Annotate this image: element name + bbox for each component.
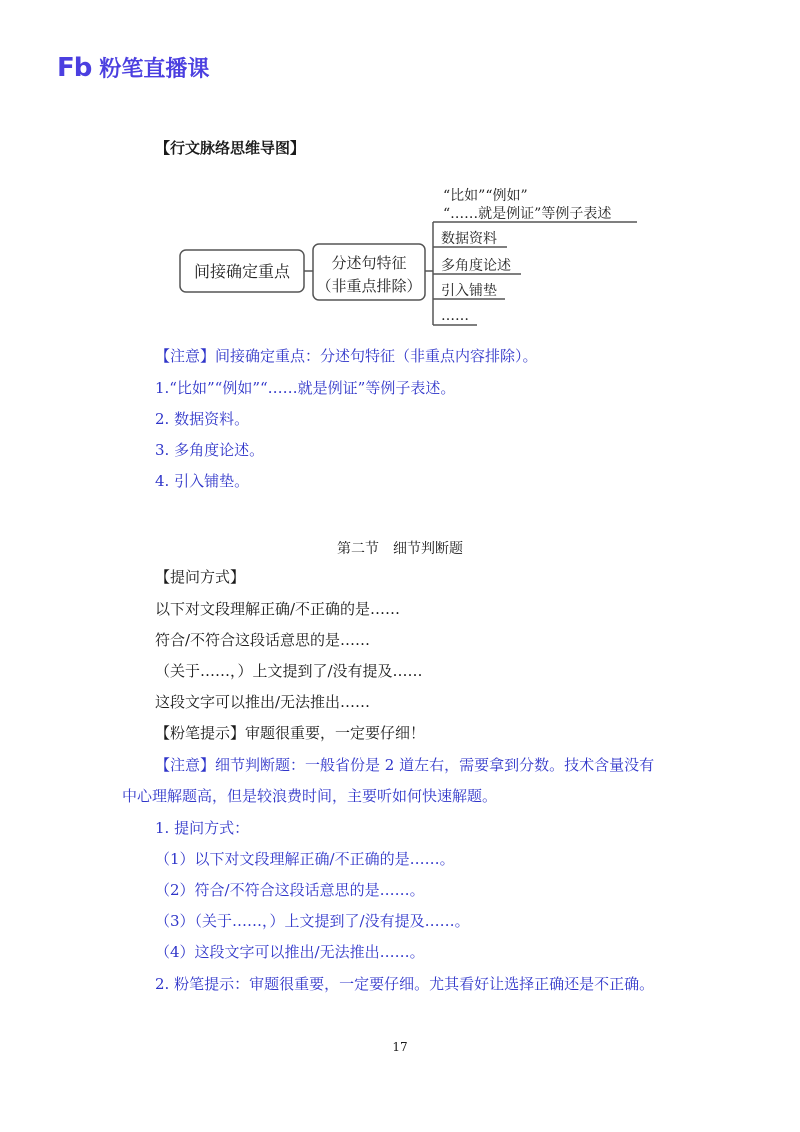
- logo-text: 粉笔直播课: [99, 57, 210, 82]
- mindmap-title: 【行文脉络思维导图】: [155, 139, 306, 157]
- note1-item: 4. 引入铺垫。: [155, 472, 250, 490]
- note2-text-line2: 中心理解题高，但是较浪费时间，主要听如何快速解题。: [122, 787, 498, 805]
- note2-sub-item: （2）符合/不符合这段话意思的是……。: [155, 881, 425, 899]
- ask-item: 以下对文段理解正确/不正确的是……: [155, 600, 401, 618]
- mindmap-middle-line2: （非重点排除）: [316, 277, 422, 295]
- ask-item: 符合/不符合这段话意思的是……: [155, 631, 371, 649]
- note1-item: 2. 数据资料。: [155, 410, 250, 428]
- note1-item: 1.“比如”“例如”“……就是例证”等例子表述。: [155, 379, 456, 397]
- note2-text-line1: 细节判断题：一般省份是 2 道左右，需要拿到分数。技术含量没有: [215, 756, 655, 774]
- mindmap-branch: 多角度论述: [441, 258, 511, 274]
- note1-tag: 【注意】: [155, 347, 216, 365]
- mindmap-branch: ……: [441, 308, 469, 324]
- note2-line: [155, 754, 654, 775]
- mindmap-branch: 引入铺垫: [441, 283, 497, 299]
- note2-sub-heading: 2. 粉笔提示：审题很重要，一定要仔细。尤其看好让选择正确还是不正确。: [155, 975, 655, 993]
- mindmap-branch-top-line1: “比如”“例如”: [443, 188, 528, 204]
- note1-text: 间接确定重点：分述句特征（非重点内容排除）。: [215, 347, 538, 365]
- ask-heading: 【提问方式】: [155, 568, 246, 586]
- note1-item: 3. 多角度论述。: [155, 441, 265, 459]
- note2-sub-heading: 1. 提问方式：: [155, 819, 250, 837]
- ask-item: 这段文字可以推出/无法推出……: [155, 693, 371, 711]
- tip-line: 【粉笔提示】审题很重要，一定要仔细！: [155, 724, 426, 742]
- mindmap-root-label: 间接确定重点: [193, 262, 291, 281]
- note2-sub-item: （4）这段文字可以推出/无法推出……。: [155, 943, 425, 961]
- section-title: 第二节 细节判断题: [337, 541, 463, 557]
- mindmap-diagram: [175, 180, 645, 330]
- note2-sub-item: （1）以下对文段理解正确/不正确的是……。: [155, 850, 455, 868]
- mindmap-branch: 数据资料: [441, 231, 497, 247]
- mindmap-branch-top-line2: “……就是例证”等例子表述: [443, 206, 612, 222]
- ask-item: （关于……，）上文提到了/没有提及……: [155, 662, 423, 680]
- note2-tag: 【注意】: [155, 756, 216, 774]
- page-number: 17: [392, 1040, 408, 1054]
- note1-line: [155, 345, 538, 366]
- note2-sub-item: （3）（关于……，）上文提到了/没有提及……。: [155, 912, 470, 930]
- logo: [57, 52, 209, 83]
- logo-mark: Fb: [57, 52, 92, 83]
- mindmap-middle-line1: 分述句特征: [331, 254, 407, 272]
